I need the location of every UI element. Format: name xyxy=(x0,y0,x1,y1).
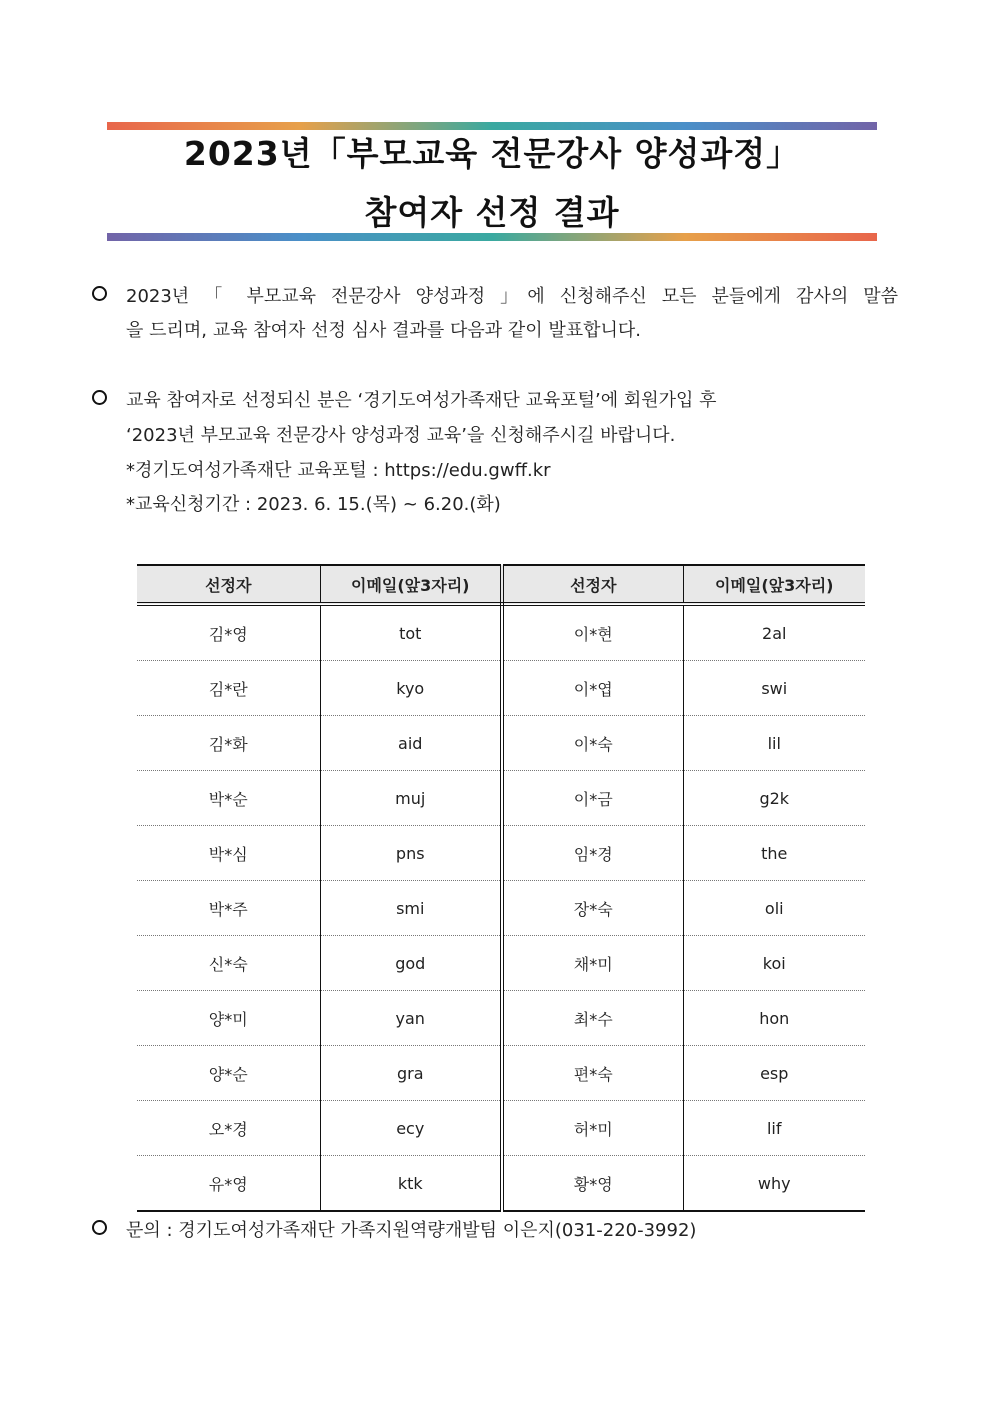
intro-line2: 을 드리며, 교육 참여자 선정 심사 결과를 다음과 같이 발표합니다. xyxy=(126,320,642,341)
cell-name: 오*경 xyxy=(137,1101,320,1156)
contact-info: 문의 : 경기도여성가족재단 가족지원역량개발팀 이은지(031-220-3992) xyxy=(126,1220,697,1241)
cell-name: 유*영 xyxy=(137,1156,320,1212)
table-row xyxy=(137,1101,865,1156)
cell-name: 김*영 xyxy=(137,604,320,661)
cell-name: 임*경 xyxy=(502,826,683,881)
cell-email: koi xyxy=(683,936,865,991)
header-name: 선정자 xyxy=(137,565,320,604)
selection-table xyxy=(137,564,865,1212)
cell-name: 편*숙 xyxy=(502,1046,683,1101)
cell-name: 최*수 xyxy=(502,991,683,1046)
table-row xyxy=(137,991,865,1046)
page-title-line2: 참여자 선정 결과 xyxy=(364,193,620,232)
cell-name: 허*미 xyxy=(502,1101,683,1156)
cell-email: the xyxy=(683,826,865,881)
cell-email: yan xyxy=(320,991,502,1046)
cell-email: esp xyxy=(683,1046,865,1101)
cell-email: ecy xyxy=(320,1101,502,1156)
cell-name: 장*숙 xyxy=(502,881,683,936)
circle-bullet-icon xyxy=(92,286,107,301)
cell-name: 양*순 xyxy=(137,1046,320,1101)
cell-email: aid xyxy=(320,716,502,771)
header-email: 이메일(앞3자리) xyxy=(683,565,865,604)
table-header-row xyxy=(137,565,865,604)
circle-bullet-icon xyxy=(92,390,107,405)
cell-email: lil xyxy=(683,716,865,771)
intro-line1: 2023년 「 부모교육 전문강사 양성과정 」에 신청해주신 모든 분들에게 감사의 말씀 xyxy=(126,286,898,307)
table-row xyxy=(137,1156,865,1212)
cell-email: g2k xyxy=(683,771,865,826)
circle-bullet-icon xyxy=(92,1220,107,1235)
table-row xyxy=(137,604,865,661)
table-row xyxy=(137,1046,865,1101)
table-row xyxy=(137,661,865,716)
cell-name: 이*금 xyxy=(502,771,683,826)
cell-name: 박*순 xyxy=(137,771,320,826)
table-row xyxy=(137,826,865,881)
cell-email: pns xyxy=(320,826,502,881)
cell-email: ktk xyxy=(320,1156,502,1212)
notice-line2: ‘2023년 부모교육 전문강사 양성과정 교육’을 신청해주시길 바랍니다. xyxy=(126,425,676,446)
intro-paragraph xyxy=(92,282,898,352)
cell-email: muj xyxy=(320,771,502,826)
notice-paragraph xyxy=(92,386,898,526)
cell-email: tot xyxy=(320,604,502,661)
cell-email: 2al xyxy=(683,604,865,661)
cell-name: 김*화 xyxy=(137,716,320,771)
portal-info: *경기도여성가족재단 교육포털 : https://edu.gwff.kr xyxy=(126,460,551,481)
cell-email: smi xyxy=(320,881,502,936)
cell-name: 김*란 xyxy=(137,661,320,716)
cell-name: 이*숙 xyxy=(502,716,683,771)
cell-name: 박*심 xyxy=(137,826,320,881)
cell-name: 양*미 xyxy=(137,991,320,1046)
bottom-gradient-bar xyxy=(107,233,877,241)
cell-email: gra xyxy=(320,1046,502,1101)
contact-paragraph xyxy=(92,1216,898,1246)
table-row xyxy=(137,881,865,936)
cell-email: lif xyxy=(683,1101,865,1156)
table-row xyxy=(137,771,865,826)
cell-email: god xyxy=(320,936,502,991)
cell-name: 박*주 xyxy=(137,881,320,936)
cell-name: 신*숙 xyxy=(137,936,320,991)
table-row xyxy=(137,936,865,991)
cell-email: oli xyxy=(683,881,865,936)
cell-name: 채*미 xyxy=(502,936,683,991)
cell-email: kyo xyxy=(320,661,502,716)
header-name: 선정자 xyxy=(502,565,683,604)
cell-email: hon xyxy=(683,991,865,1046)
page-title-line1: 2023년「부모교육 전문강사 양성과정」 xyxy=(183,134,801,173)
header-email: 이메일(앞3자리) xyxy=(320,565,502,604)
cell-name: 이*엽 xyxy=(502,661,683,716)
notice-line1: 교육 참여자로 선정되신 분은 ‘경기도여성가족재단 교육포털’에 회원가입 후 xyxy=(126,390,717,411)
cell-name: 이*현 xyxy=(502,604,683,661)
cell-email: why xyxy=(683,1156,865,1212)
application-period: *교육신청기간 : 2023. 6. 15.(목) ~ 6.20.(화) xyxy=(126,494,501,515)
table-row xyxy=(137,716,865,771)
cell-name: 황*영 xyxy=(502,1156,683,1212)
cell-email: swi xyxy=(683,661,865,716)
